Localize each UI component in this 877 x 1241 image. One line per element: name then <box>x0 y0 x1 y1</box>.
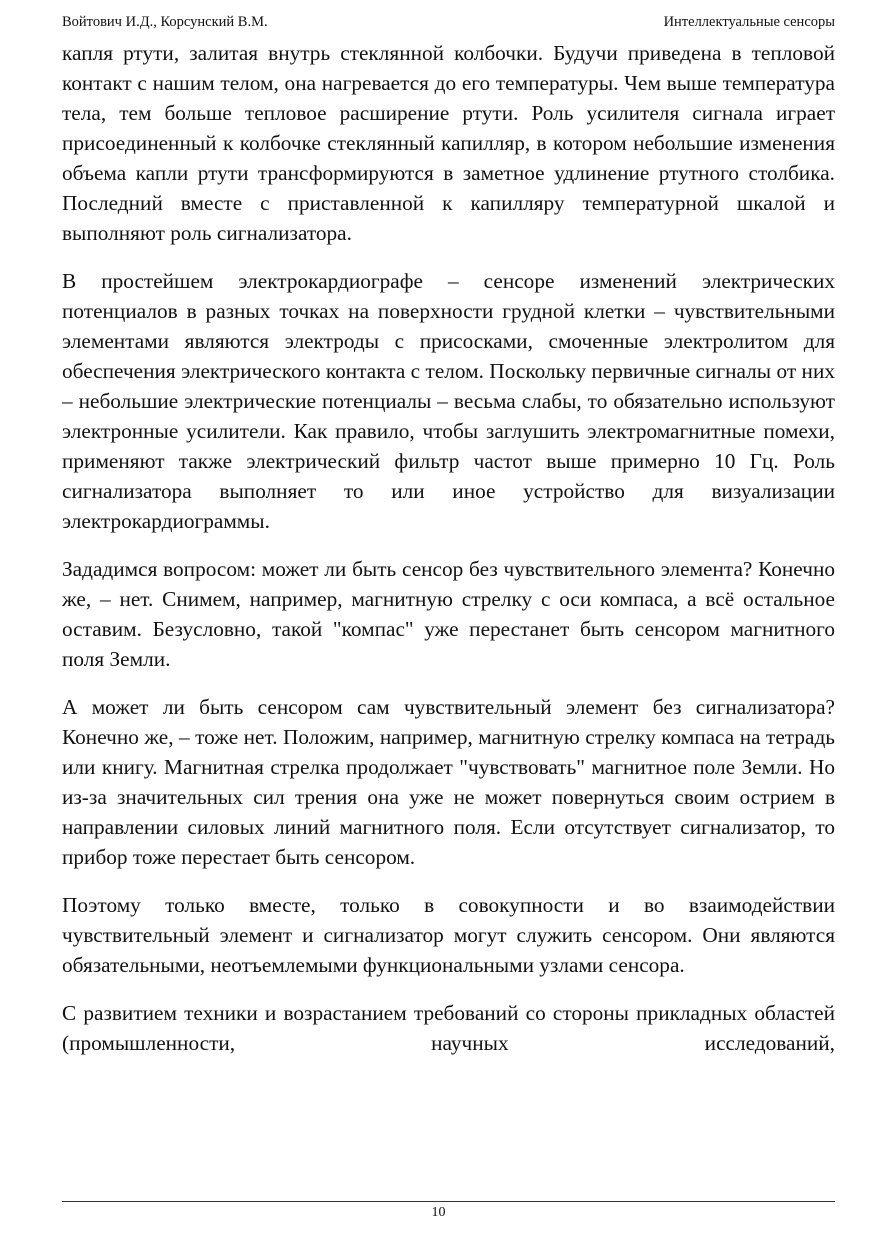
footer-divider <box>62 1201 835 1202</box>
paragraph-1: капля ртути, залитая внутрь стеклянной колбочки. Будучи приведена в тепловой контакт с нашим телом, она нагревается до его температуры. Чем выше температура тела, тем больше тепловое расширение ртути. Роль усилителя сигнала играет присоединенный к колбочке стеклянный капилляр, в котором небольшие изменения объема капли ртути трансформируются в заметное удлинение ртутного столбика. Последний вместе с приставленной к капилляру температурной шкалой и выполняют роль сигнализатора. <box>62 41 835 245</box>
page-number: 10 <box>431 1205 446 1220</box>
paragraph-5: Поэтому только вместе, только в совокупности и во взаимодействии чувствительный элемент и сигнализатор могут служить сенсором. Они являются обязательными, неотъемлемыми функциональными узлами сенсора. <box>62 893 835 977</box>
page-body <box>62 38 835 1076</box>
header-book-title: Интеллектуальные сенсоры <box>663 14 835 30</box>
paragraph-6: С развитием техники и возрастанием требований со стороны прикладных областей (промышленности, научных исследований, <box>62 1001 835 1055</box>
paragraph-2: В простейшем электрокардиографе – сенсоре изменений электрических потенциалов в разных точках на поверхности грудной клетки – чувствительными элементами являются электроды с присосками, смоченные электролитом для обеспечения электрического контакта с телом. Поскольку первичные сигналы от них – небольшие электрические потенциалы – весьма слабы, то обязательно используют электронные усилители. Как правило, чтобы заглушить электромагнитные помехи, применяют также электрический фильтр частот выше примерно 10 Гц. Роль сигнализатора выполняет то или иное устройство для визуализации электрокардиограммы. <box>62 269 835 533</box>
paragraph-4: А может ли быть сенсором сам чувствительный элемент без сигнализатора? Конечно же, – тоже нет. Положим, например, магнитную стрелку компаса на тетрадь или книгу. Магнитная стрелка продолжает "чувствовать" магнитное поле Земли. Но из-за значительных сил трения она уже не может повернуться своим острием в направлении силовых линий магнитного поля. Если отсутствует сигнализатор, то прибор тоже перестает быть сенсором. <box>62 695 835 869</box>
paragraph-3: Зададимся вопросом: может ли быть сенсор без чувствительного элемента? Конечно же, – нет. Снимем, например, магнитную стрелку с оси компаса, а всё остальное оставим. Безусловно, такой "компас" уже перестанет быть сенсором магнитного поля Земли. <box>62 557 835 671</box>
running-header <box>62 14 835 36</box>
header-authors: Войтович И.Д., Корсунский В.М. <box>62 14 268 30</box>
